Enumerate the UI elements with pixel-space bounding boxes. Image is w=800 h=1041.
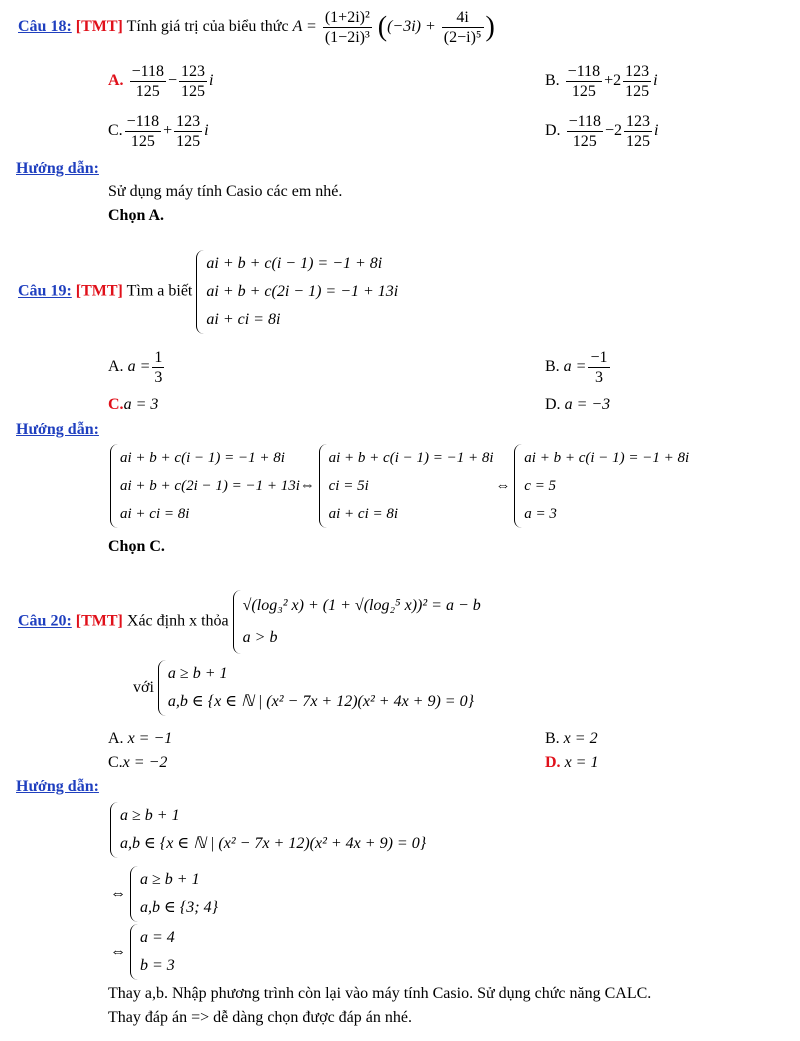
q18-frac1: $\frac{\text{(1+2i)²}}{\text{(1−2i)³}}$ — [324, 9, 370, 46]
q20-stem: Câu 20: [TMT] Xác định x thỏa √(log₃² x) + (1 + √(log₂⁵ x))² = a − b a > b — [18, 590, 481, 654]
q19-guide-heading: Hướng dẫn: — [16, 421, 99, 438]
q18-option-a[interactable]: A. $\frac{-118}{125}$ − $\frac{123}{125}$ i — [108, 63, 214, 100]
q20-guide-sys3: ⇔ a = 4 b = 3 — [110, 924, 175, 980]
q18-answer: Chọn A. — [108, 207, 165, 224]
q19-option-d[interactable]: D. a = −3 — [545, 396, 611, 413]
q19-tag: [TMT] — [75, 282, 123, 300]
q18-guide-text: Sử dụng máy tính Casio các em nhé. — [108, 183, 343, 200]
q19-system: ai + b + c(i − 1) = −1 + 8i ai + b + c(2i − 1) = −1 + 13i ai + ci = 8i — [196, 250, 398, 334]
q20-text: Xác định x thỏa — [126, 612, 229, 630]
q18-label: Câu 18 — [18, 18, 67, 36]
q18-tag: [TMT] — [75, 18, 123, 36]
q20-system: √(log₃² x) + (1 + √(log₂⁵ x))² = a − b a > b — [233, 590, 481, 654]
q18-expr-lhs: A = — [292, 18, 317, 36]
q18-frac2: $\frac{4i}{\text{(2−i)⁵}}$ — [443, 9, 482, 46]
q19-option-b[interactable]: B. a = $\frac{-1}{3}$ — [545, 349, 608, 386]
q20-with: với a ≥ b + 1 a,b ∈ {x ∈ ℕ | (x² − 7x + 12)(x² + 4x + 9) = 0} — [133, 660, 474, 716]
q20-label: Câu 20 — [18, 612, 67, 630]
q18-text: Tính giá trị của biểu thức — [126, 18, 289, 36]
q20-guide-line1: Thay a,b. Nhập phương trình còn lại vào máy tính Casio. Sử dụng chức năng CALC. — [108, 985, 652, 1002]
q19-guide-systems: ai + b + c(i − 1) = −1 + 8i ai + b + c(2i − 1) = −1 + 13i ai + ci = 8i ⇔ ai + b + c(i − 1) = −1 + 8i ci = 5i ai + ci = 8i ⇔ ai + b + c(i − 1) = −1 + 8i c = 5 a = 3 — [110, 444, 689, 528]
q20-guide-sys1: a ≥ b + 1 a,b ∈ {x ∈ ℕ | (x² − 7x + 12)(x² + 4x + 9) = 0} — [110, 802, 426, 858]
q19-guide-sys3: ai + b + c(i − 1) = −1 + 8i c = 5 a = 3 — [514, 444, 689, 528]
q18-stem: Câu 18: [TMT] Tính giá trị của biểu thức A = $\frac{\text{(1+2i)²}}{\text{(1−2i)³}}$ ((−3i) + $\frac{4i}{\text{(2−i)⁵}}$ ) — [18, 9, 495, 46]
q18-option-b[interactable]: B. $\frac{-118}{125}$ +2 $\frac{123}{125}$ i — [545, 63, 658, 100]
q19-answer: Chọn C. — [108, 538, 165, 555]
q18-option-c[interactable]: C. $\frac{-118}{125}$ + $\frac{123}{125}$ i — [108, 113, 209, 150]
q18-guide-heading: Hướng dẫn: — [16, 160, 99, 177]
q19-stem: Câu 19: [TMT] Tìm a biết ai + b + c(i − 1) = −1 + 8i ai + b + c(2i − 1) = −1 + 13i ai + ci = 8i — [18, 250, 398, 334]
q20-guide-heading: Hướng dẫn: — [16, 778, 99, 795]
q19-guide-sys2: ai + b + c(i − 1) = −1 + 8i ci = 5i ai + ci = 8i — [319, 444, 494, 528]
q20-tag: [TMT] — [75, 612, 123, 630]
q19-option-c[interactable]: C.a = 3 — [108, 396, 159, 413]
q20-guide-sys2: ⇔ a ≥ b + 1 a,b ∈ {3; 4} — [110, 866, 218, 922]
q19-guide-sys1: ai + b + c(i − 1) = −1 + 8i ai + b + c(2i − 1) = −1 + 13i ai + ci = 8i — [110, 444, 300, 528]
q20-guide-line2: Thay đáp án => dễ dàng chọn được đáp án nhé. — [108, 1009, 412, 1026]
q20-option-c[interactable]: C.x = −2 — [108, 754, 168, 771]
q18-option-d[interactable]: D. $\frac{-118}{125}$ −2 $\frac{123}{125}$ i — [545, 113, 659, 150]
q20-option-a[interactable]: A. x = −1 — [108, 730, 173, 747]
q19-label: Câu 19 — [18, 282, 67, 300]
q20-with-system: a ≥ b + 1 a,b ∈ {x ∈ ℕ | (x² − 7x + 12)(x² + 4x + 9) = 0} — [158, 660, 474, 716]
q20-option-d[interactable]: D. x = 1 — [545, 754, 599, 771]
q19-option-a[interactable]: A. a = $\frac{1}{3}$ — [108, 349, 163, 386]
q19-text: Tìm a biết — [126, 282, 193, 300]
q20-option-b[interactable]: B. x = 2 — [545, 730, 598, 747]
q18-expr-mid: (−3i) + — [387, 18, 436, 36]
